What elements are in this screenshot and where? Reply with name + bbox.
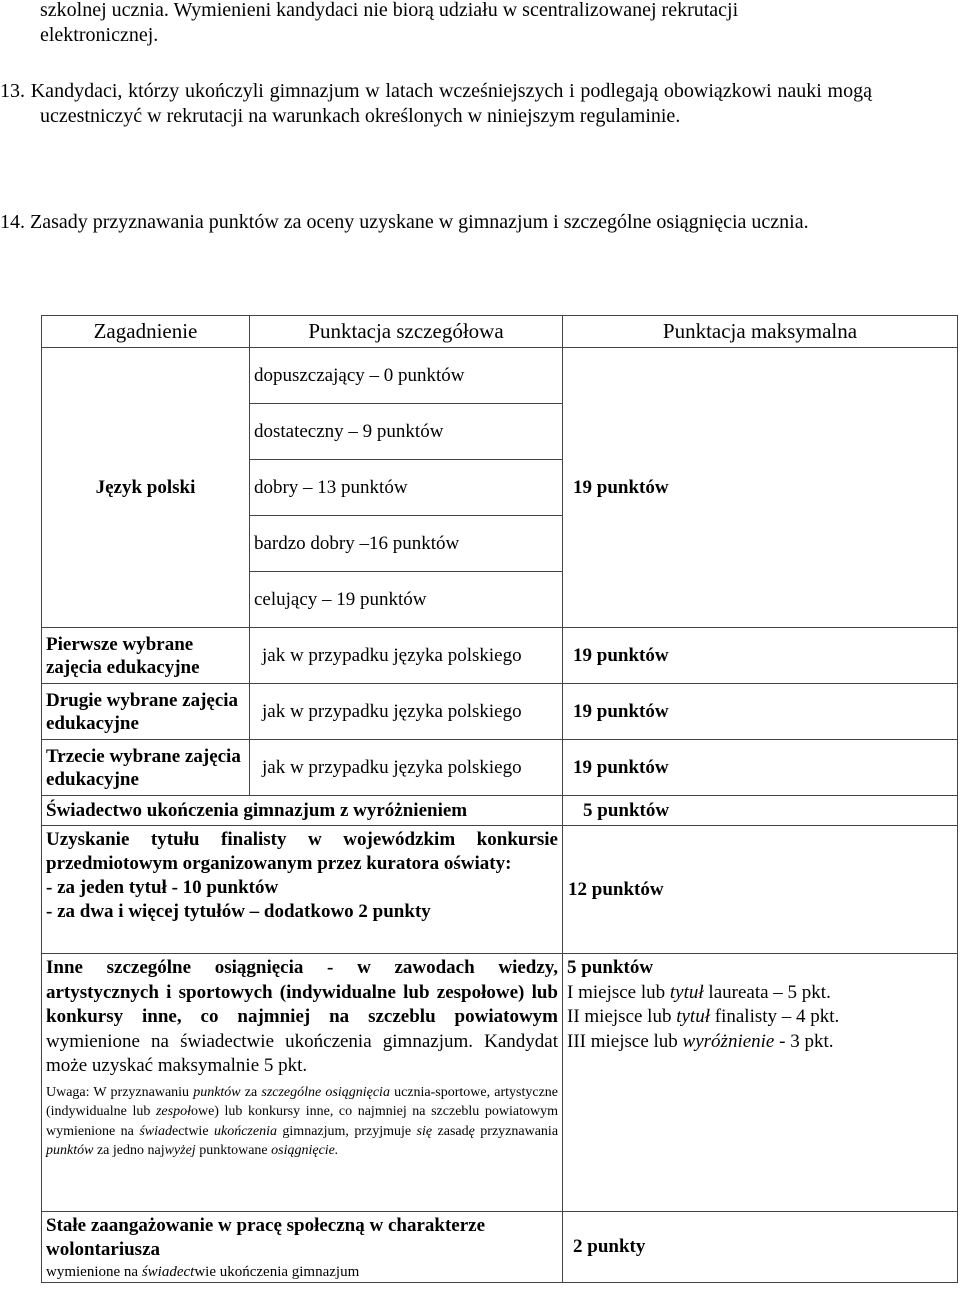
header-max: Punktacja maksymalna <box>563 316 958 348</box>
edu-3-detail: jak w przypadku języka polskiego <box>249 740 562 796</box>
note-part: owe) lub konkursy inne, co najmniej na szczeblu powiatowym wymienione na <box>46 1104 558 1139</box>
note-part: szczególne osiągnięcia <box>261 1084 390 1100</box>
polish-max: 19 punktów <box>563 348 958 628</box>
place-part: III miejsce lub <box>567 1030 683 1052</box>
grade-3: dobry – 13 punktów <box>249 460 562 516</box>
place-part: I miejsce lub <box>567 981 670 1003</box>
other-note <box>46 1083 558 1161</box>
note-part: za <box>240 1084 262 1100</box>
points-table <box>41 315 958 1283</box>
other-max-head: 5 punktów <box>567 957 654 978</box>
honors-max: 5 punktów <box>563 796 958 826</box>
table-row <box>42 796 958 826</box>
finalist-max: 12 punktów <box>563 826 958 954</box>
table-header-row <box>42 316 958 348</box>
grade-2: dostateczny – 9 punktów <box>249 404 562 460</box>
edu-3-max: 19 punktów <box>563 740 958 796</box>
paragraph-14: 14. Zasady przyznawania punktów za oceny uzyskane w gimnazjum i szczególne osiągnięcia ucznia. <box>0 211 809 233</box>
note-part: punktów <box>46 1143 94 1158</box>
note-part: zasad <box>432 1123 469 1139</box>
table-row <box>42 954 958 1212</box>
note-part: ectwie <box>172 1123 214 1139</box>
edu-1-label: Pierwsze wybrane zajęcia edukacyjne <box>42 628 250 684</box>
note-part: ukończenia <box>213 1123 277 1139</box>
other-cell <box>42 954 563 1212</box>
note-part: osiągnięcie. <box>271 1143 339 1158</box>
place-part: laureata – 5 pkt. <box>703 981 831 1003</box>
note-part: wie ukończenia gimnazjum <box>194 1264 360 1280</box>
volunteer-cell <box>42 1212 563 1283</box>
edu-1-max: 19 punktów <box>563 628 958 684</box>
place-part: tytuł <box>676 1006 710 1027</box>
other-max-cell <box>563 954 958 1212</box>
other-text-normal: wymienione na świadectwie ukończenia gimnazjum. Kandydat może uzyskać maksymalnie 5 pkt. <box>46 1030 558 1076</box>
edu-3-label: Trzecie wybrane zajęcia edukacyjne <box>42 740 250 796</box>
place-part: - 3 pkt. <box>774 1030 834 1052</box>
place-part: wyróżnienie <box>682 1030 775 1052</box>
note-part: gimnazjum, przyjmuje <box>276 1123 417 1139</box>
other-text-bold: Inne szczególne osiągnięcia - w zawodach wiedzy, artystycznych i sportowych (indywidualne lub zespołowe) lub konkursy inne, co najmniej na szczeblu powiatowym <box>46 957 558 1027</box>
note-part: świad <box>139 1123 172 1139</box>
table-row <box>42 684 958 740</box>
finalist-line2: - za dwa i więcej tytułów – dodatkowo 2 punkty <box>46 901 431 922</box>
table-row <box>42 348 958 404</box>
finalist-line1: - za jeden tytuł - 10 punktów <box>46 877 279 898</box>
table-row <box>42 628 958 684</box>
honors-label: Świadectwo ukończenia gimnazjum z wyróżnieniem <box>42 796 563 826</box>
volunteer-label: Stałe zaangażowanie w pracę społeczną w charakterze wolontariusza <box>46 1215 486 1260</box>
edu-2-detail: jak w przypadku języka polskiego <box>249 684 562 740</box>
other-line-2 <box>567 1005 953 1030</box>
note-part: Uwaga: W przyznawaniu <box>46 1084 194 1100</box>
grade-1: dopuszczający – 0 punktów <box>249 348 562 404</box>
edu-2-label: Drugie wybrane zajęcia edukacyjne <box>42 684 250 740</box>
note-part: przyznawania <box>474 1123 559 1139</box>
note-part: za jedno naj <box>93 1143 165 1158</box>
paragraph-13: 13. Kandydaci, którzy ukończyli gimnazjum w latach wcześniejszych i podlegają obowiązkowi nauki mogą uczestniczyć w rekrutacji na warunkach określonych w niniejszym regulaminie. <box>0 80 872 127</box>
note-part: świadect <box>141 1264 195 1280</box>
paragraph-12-continuation <box>40 0 872 48</box>
note-part: się <box>416 1123 433 1139</box>
paragraph-12-line1: szkolnej ucznia. Wymienieni kandydaci nie biorą udziału w scentralizowanej rekrutacji <box>40 0 739 21</box>
place-part: II miejsce lub <box>567 1006 677 1027</box>
finalist-text: Uzyskanie tytułu finalisty w wojewódzkim konkursie przedmiotowym organizowanym przez kuratora oświaty: <box>46 829 558 874</box>
place-part: finalisty – 4 pkt. <box>710 1006 840 1027</box>
header-topic: Zagadnienie <box>42 316 250 348</box>
note-part: punktowane <box>195 1143 272 1158</box>
grade-5: celujący – 19 punktów <box>249 572 562 628</box>
place-part: tytuł <box>669 981 704 1003</box>
note-part: wymienione na <box>46 1264 142 1280</box>
table-row <box>42 740 958 796</box>
grade-4: bardzo dobry –16 punktów <box>249 516 562 572</box>
note-part: ucznia-sportowe, artystyczne (indywidualne lub <box>46 1084 559 1119</box>
note-part: ę <box>468 1123 475 1139</box>
paragraph-12-line2: elektronicznej. <box>40 24 159 46</box>
other-line-1 <box>567 981 953 1006</box>
other-text <box>46 956 558 1079</box>
finalist-cell <box>42 826 563 954</box>
other-line-3 <box>567 1030 953 1055</box>
edu-1-detail: jak w przypadku języka polskiego <box>249 628 562 684</box>
table-row <box>42 826 958 954</box>
polish-label: Język polski <box>42 348 250 628</box>
note-part: wyżej <box>164 1143 196 1158</box>
header-detail: Punktacja szczegółowa <box>249 316 562 348</box>
note-part: punktów <box>193 1084 241 1100</box>
note-part: zespoł <box>155 1104 191 1119</box>
edu-2-max: 19 punktów <box>563 684 958 740</box>
volunteer-note <box>46 1262 558 1282</box>
table-row <box>42 1212 958 1283</box>
volunteer-max: 2 punkty <box>563 1212 958 1283</box>
